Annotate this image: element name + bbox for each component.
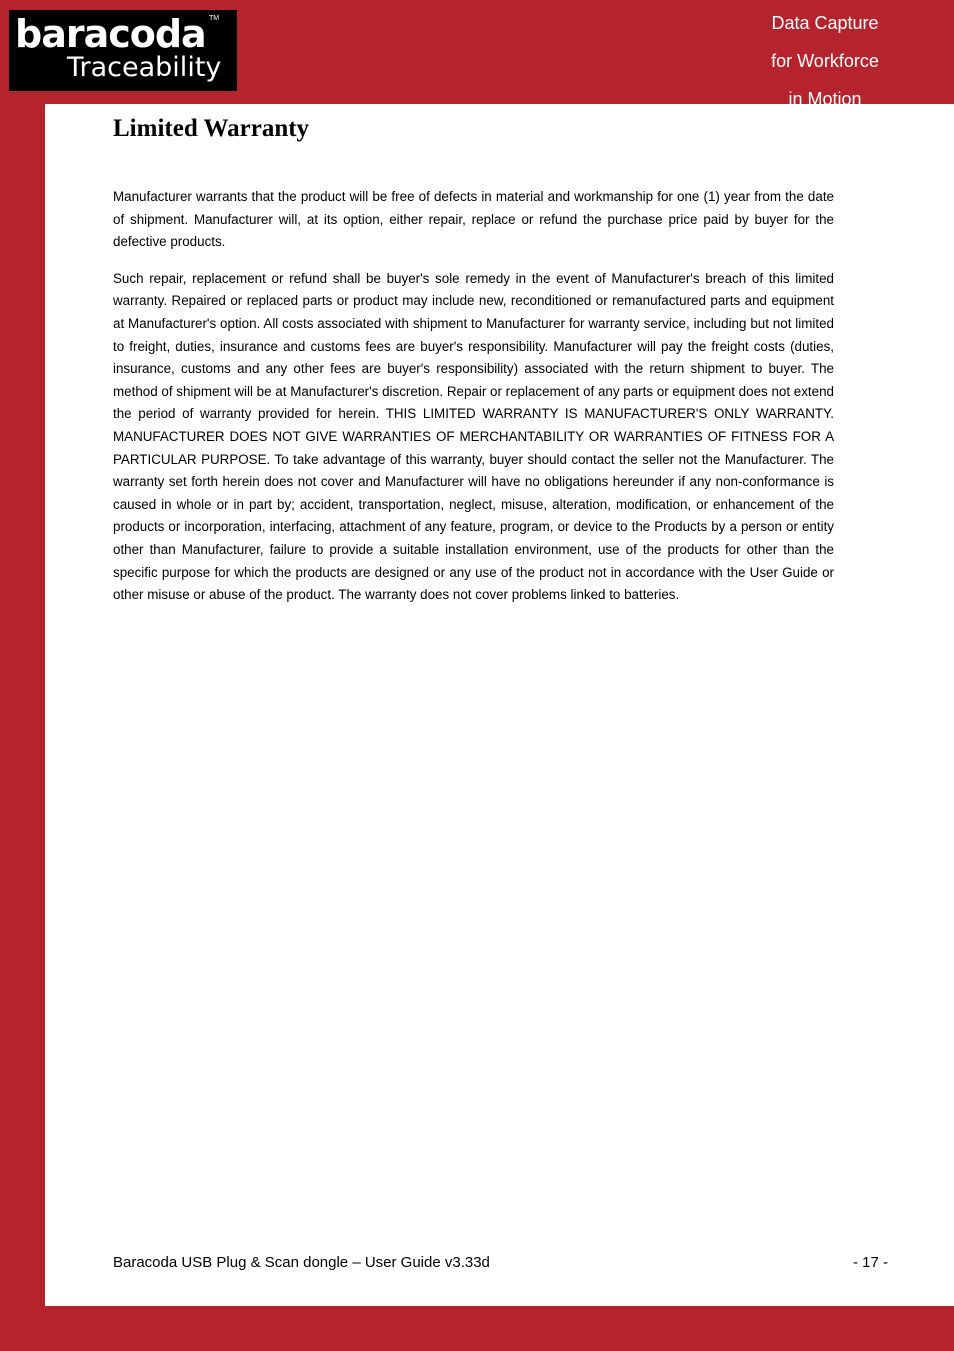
warranty-body <box>113 186 834 621</box>
footer-page-number: - 17 - <box>852 1254 888 1271</box>
paragraph: Such repair, replacement or refund shall be buyer's sole remedy in the event of Manufacturer's breach of this limited warranty. Repaired or replaced parts or product may include new, reconditioned or remanufactured parts and equipment at Manufacturer's option. All costs associated with shipment to Manufacturer for warranty service, including but not limited to freight, duties, insurance and customs fees are buyer's responsibility. Manufacturer will pay the freight costs (duties, insurance, customs and any other fees are buyer's responsibility) associated with the return shipment to buyer. The method of shipment will be at Manufacturer's discretion. Repair or replacement of any parts or equipment does not extend the period of warranty provided for herein. THIS LIMITED WARRANTY IS MANUFACTURER'S ONLY WARRANTY. MANUFACTURER DOES NOT GIVE WARRANTIES OF MERCHANTABILITY OR WARRANTIES OF FITNESS FOR A PARTICULAR PURPOSE. To take advantage of this warranty, buyer should contact the seller not the Manufacturer. The warranty set forth herein does not cover and Manufacturer will have no obligations hereunder if any non-conformance is caused in whole or in part by; accident, transportation, neglect, misuse, alteration, modification, or enhancement of the products or incorporation, interfacing, attachment of any feature, program, or device to the Products by a person or entity other than Manufacturer, failure to provide a suitable installation environment, use of the products for other than the specific purpose for which the products are designed or any use of the product not in accordance with the User Guide or other misuse or abuse of the product. The warranty does not cover problems linked to batteries. <box>113 270 834 603</box>
baracoda-logo <box>9 10 237 91</box>
header-tagline <box>745 4 905 118</box>
paragraph: Manufacturer warrants that the product will be free of defects in material and workmanship for one (1) year from the date of shipment. Manufacturer will, at its option, either repair, replace or refund the purchase price paid by buyer for the defective products. <box>113 189 834 250</box>
logo-trademark: TM <box>209 15 220 22</box>
tagline-line: for Workforce <box>771 51 879 71</box>
tagline-line: in Motion <box>788 89 862 109</box>
footer-doc-title: Baracoda USB Plug & Scan dongle – User Guide v3.33d <box>113 1254 490 1271</box>
logo-subtitle-text: Traceability <box>67 52 222 83</box>
logo-brand-text: baracoda <box>15 12 206 56</box>
tagline-line: Data Capture <box>771 13 879 33</box>
page-title: Limited Warranty <box>113 115 310 142</box>
